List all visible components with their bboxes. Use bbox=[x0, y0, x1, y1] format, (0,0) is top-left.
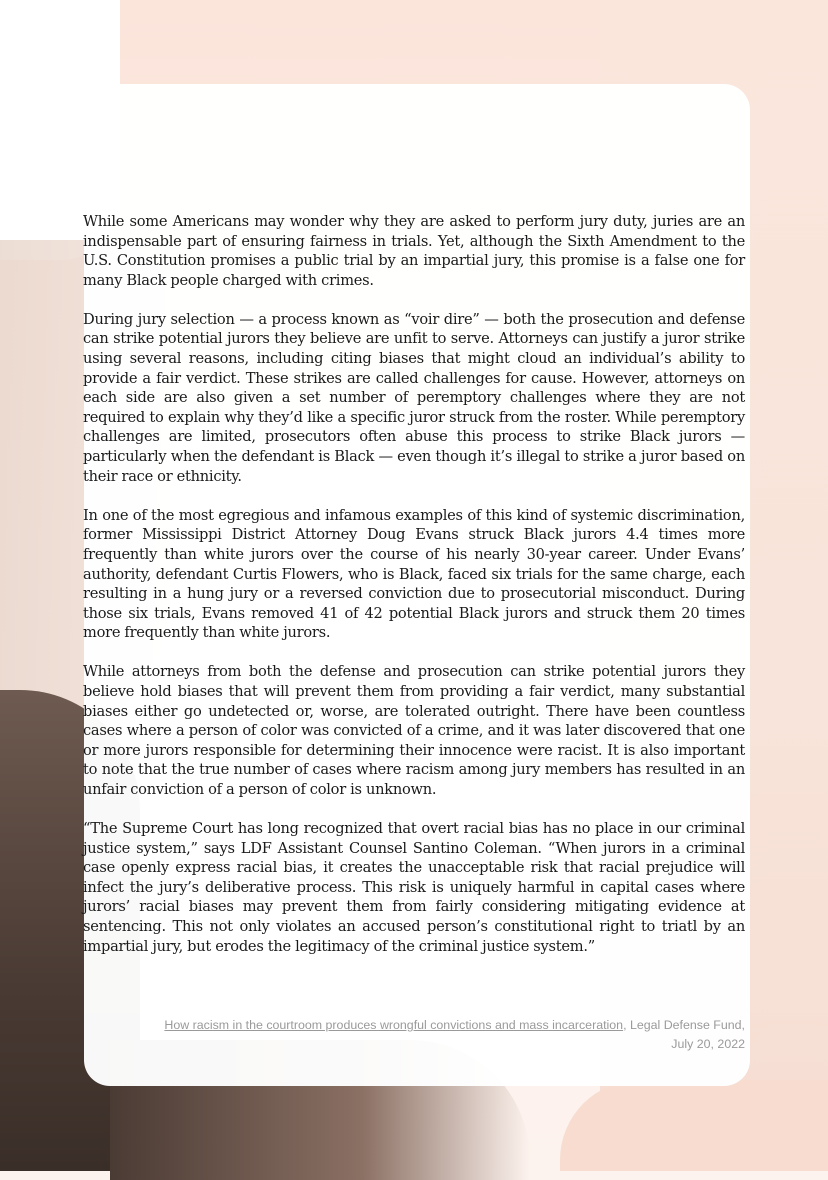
paragraph-ldf-quote: “The Supreme Court has long recognized that overt racial bias has no place in our criminal justice system,” says LDF Assistant Counsel Santino Coleman. “When jurors in a criminal case openly express racial bias, it creates the unacceptable risk that racial prejudice will infect the jury’s deliberative process. This risk is uniquely harmful in capital cases where jurors’ racial biases may prevent them from fairly considering mitigating evidence at sentencing. This not only violates an accused person’s constitutional right to triatl by an impartial jury, but erodes the legitimacy of the criminal justice system.” bbox=[83, 820, 745, 955]
source-date: July 20, 2022 bbox=[671, 1037, 745, 1051]
paragraph-jury-duty: While some Americans may wonder why they are asked to perform jury duty, juries are an indispensable part of ensuring fairness in trials. Yet, although the Sixth Amendment to the U.S. Constitution promises a public trial by an impartial jury, this promise is a false one for many Black people charged with crimes. bbox=[83, 213, 745, 289]
paragraph-doug-evans: In one of the most egregious and infamous examples of this kind of systemic discrimination, former Mississippi District Attorney Doug Evans struck Black jurors 4.4 times more frequently than white jurors over the course of his nearly 30-year career. Under Evans’ authority, defendant Curtis Flowers, who is Black, faced six trials for the same charge, each resulting in a hung jury or a reversed conviction due to prosecutorial misconduct. During those six trials, Evans removed 41 of 42 potential Black jurors and struck them 20 times more frequently than white jurors. bbox=[83, 506, 745, 642]
source-citation bbox=[84, 1016, 745, 1054]
paragraph-juror-biases: While attorneys from both the defense and prosecution can strike potential jurors they believe hold biases that will prevent them from providing a fair verdict, many substantial biases either go undetected or, worse, are tolerated outright. There have been countless cases where a person of color was convicted of a crime, and it was later discovered that one or more jurors responsible for determining their innocence were racist. It is also important to note that the true number of cases where racism among jury members has resulted in an unfair conviction of a person of color is unknown. bbox=[83, 663, 745, 798]
background-peach-bottom-shape bbox=[560, 1080, 828, 1171]
paragraph-voir-dire: During jury selection — a process known as “voir dire” — both the prosecution and defense can strike potential jurors they believe are unfit to serve. Attorneys can justify a juror strike using several reasons, including citing biases that might cloud an individual’s ability to provide a fair verdict. These strikes are called challenges for cause. However, attorneys on each side are also given a set number of peremptory challenges where they are not required to explain why they’d like a specific juror struck from the roster. While peremptory challenges are limited, prosecutors often abuse this process to strike Black jurors — particularly when the defendant is Black — even though it’s illegal to strike a juror based on their race or ethnicity. bbox=[83, 310, 745, 485]
source-line bbox=[84, 1016, 745, 1035]
source-publisher: , Legal Defense Fund, bbox=[623, 1018, 745, 1032]
article-body bbox=[83, 212, 745, 976]
source-link[interactable]: How racism in the courtroom produces wrongful convictions and mass incarceration bbox=[164, 1018, 624, 1032]
